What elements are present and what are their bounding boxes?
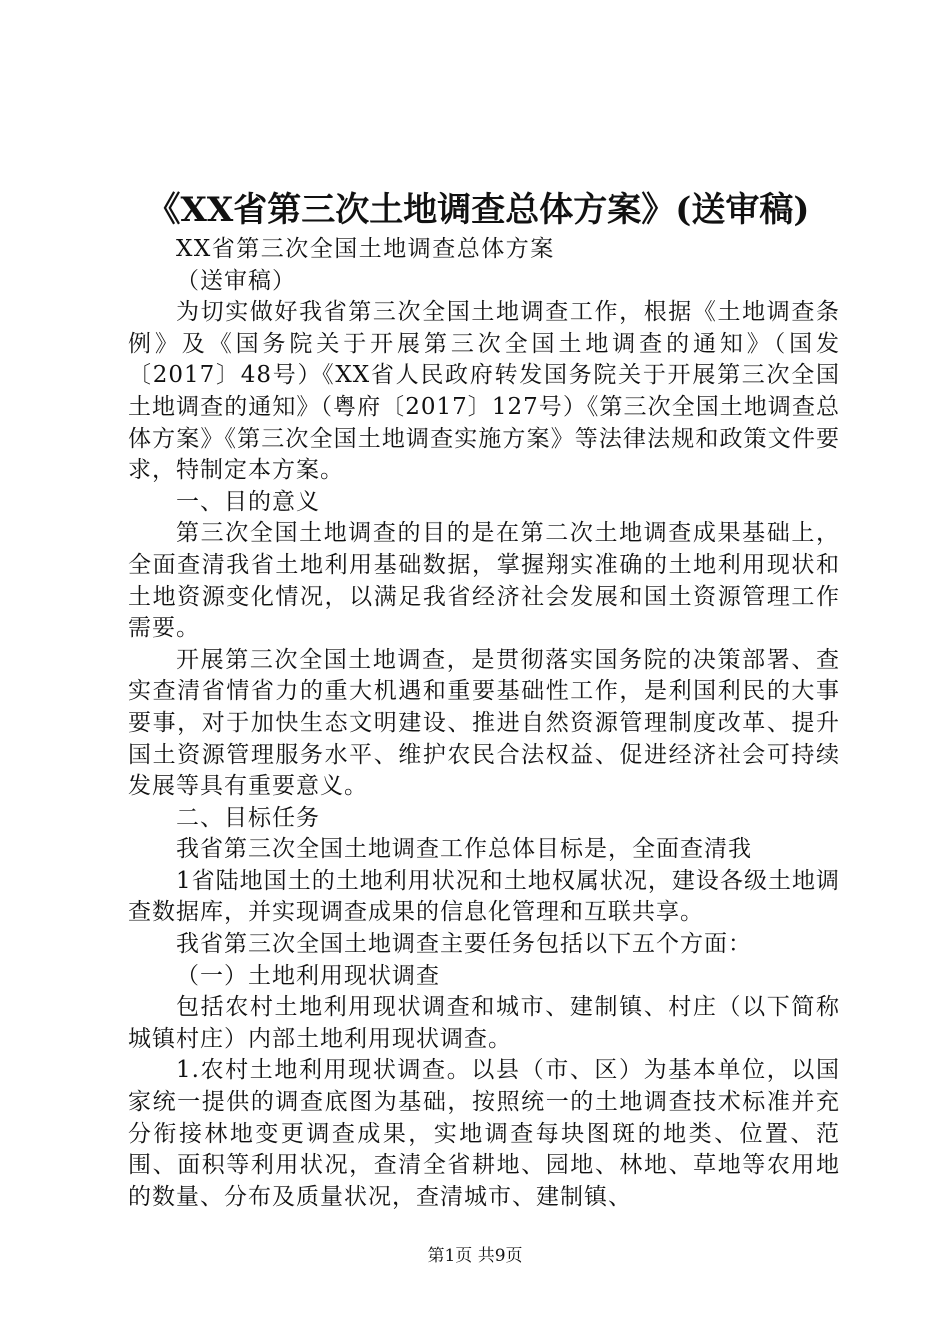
tasks-intro-paragraph: 我省第三次全国土地调查主要任务包括以下五个方面： [176, 931, 752, 958]
purpose-paragraph-2: 开展第三次全国土地调查，是贯彻落实国务院的决策部署、查实查清省情省力的重大机遇和重要基础性工作，是利国利民的大事要事，对于加快生态文明建设、推进自然资源管理制度改革、提升国土资源管理服务水平、维护农民合法权益、促进经济社会可持续发展等具有重要意义。 [128, 646, 840, 800]
goals-paragraph-2: 1省陆地国土的土地利用状况和土地权属状况，建设各级土地调查数据库，并实现调查成果的信息化管理和互联共享。 [128, 867, 840, 926]
goals-paragraph-1: 我省第三次全国土地调查工作总体目标是，全面查清我 [176, 836, 752, 863]
draft-note-line: （送审稿） [176, 267, 296, 294]
intro-paragraph: 为切实做好我省第三次全国土地调查工作，根据《土地调查条例》及《国务院关于开展第三次全国土地调查的通知》（国发〔2017〕48号）《XX省人民政府转发国务院关于开展第三次全国土地调查的通知》（粤府〔2017〕127号）《第三次全国土地调查总体方案》《第三次全国土地调查实施方案》等法律法规和政策文件要求，特制定本方案。 [128, 299, 840, 484]
subsection-heading-land-use: （一）土地利用现状调查 [176, 962, 440, 989]
document-body [128, 234, 840, 1213]
document-title: 《XX省第三次土地调查总体方案》(送审稿) [146, 190, 810, 230]
rural-survey-paragraph: 1.农村土地利用现状调查。以县（市、区）为基本单位，以国家统一提供的调查底图为基础，按照统一的土地调查技术标准并充分衔接林地变更调查成果，实地调查每块图斑的地类、位置、范围、面积等利用状况，查清全省耕地、园地、林地、草地等农用地的数量、分布及质量状况，查清城市、建制镇、 [128, 1057, 840, 1210]
subtitle-line: XX省第三次全国土地调查总体方案 [176, 236, 555, 262]
land-use-paragraph: 包括农村土地利用现状调查和城市、建制镇、村庄（以下简称城镇村庄）内部土地利用现状调查。 [128, 994, 840, 1052]
section-heading-goals: 二、目标任务 [176, 804, 320, 831]
section-heading-purpose: 一、目的意义 [176, 488, 320, 515]
page-footer: 第1页 共9页 [427, 1246, 523, 1266]
purpose-paragraph-1: 第三次全国土地调查的目的是在第二次土地调查成果基础上，全面查清我省土地利用基础数据，掌握翔实准确的土地利用现状和土地资源变化情况，以满足我省经济社会发展和国土资源管理工作需要。 [128, 520, 840, 642]
